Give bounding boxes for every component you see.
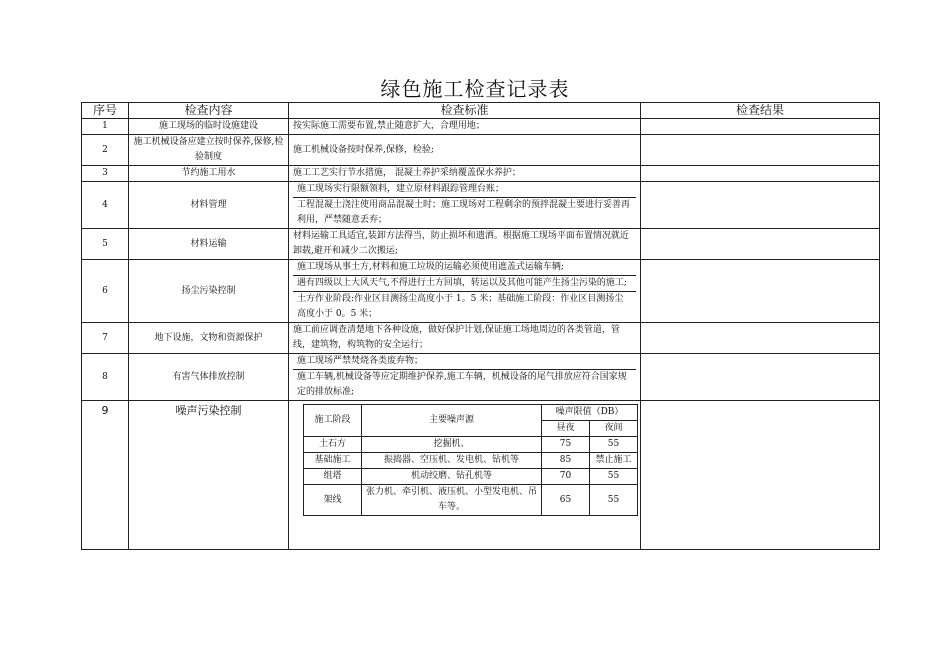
row-content: 地下设施，文物和资源保护 xyxy=(129,323,289,354)
row-standard: 施工前应调查清楚地下各种设施，做好保护计划,保证施工场地周边的各类管道，管线，建筑物，构筑物的安全运行； xyxy=(289,323,641,354)
noise-row xyxy=(304,469,638,485)
noise-source: 机动绞磨、钻孔机等 xyxy=(362,469,542,485)
row-standard xyxy=(289,354,641,401)
noise-night: 禁止施工 xyxy=(590,453,638,469)
table-row xyxy=(82,260,880,323)
standard-item: 施工现场严禁焚烧各类废弃物； xyxy=(297,356,424,366)
noise-day: 85 xyxy=(542,453,590,469)
noise-header-limit: 噪声限值（DB） xyxy=(542,405,638,421)
header-result: 检查结果 xyxy=(641,103,880,119)
standard-item: 土方作业阶段:作业区目测扬尘高度小于 1。5 米；基础施工阶段：作业区目测扬尘高度小于 0。5 米； xyxy=(293,291,636,322)
noise-night: 55 xyxy=(590,485,638,516)
row-no: 6 xyxy=(82,260,129,323)
row-result xyxy=(641,260,880,323)
noise-day: 65 xyxy=(542,485,590,516)
standard-item: 施工现场从事土方,材料和施工垃圾的运输必须使用遮盖式运输车辆; xyxy=(297,262,564,272)
row-result xyxy=(641,135,880,166)
row-no: 7 xyxy=(82,323,129,354)
noise-header-stage: 施工阶段 xyxy=(304,405,362,437)
noise-night: 55 xyxy=(590,437,638,453)
header-no: 序号 xyxy=(82,103,129,119)
noise-source: 振捣器、空压机、发电机、钻机等 xyxy=(362,453,542,469)
row-content: 扬尘污染控制 xyxy=(129,260,289,323)
standard-item: 遇有四级以上大风天气,不得进行土方回填，转运以及其他可能产生扬尘污染的施工; xyxy=(293,275,636,291)
row-no: 8 xyxy=(82,354,129,401)
noise-row xyxy=(304,453,638,469)
row-content: 节约施工用水 xyxy=(129,166,289,182)
table-row xyxy=(82,135,880,166)
row-result xyxy=(641,354,880,401)
row-content: 材料管理 xyxy=(129,182,289,229)
row-content: 材料运输 xyxy=(129,229,289,260)
table-row xyxy=(82,166,880,182)
standard-item: 工程混凝土浇注使用商品混凝土时；施工现场对工程剩余的预拌混凝土要进行妥善再利用，严禁随意丢弃； xyxy=(293,197,636,228)
row-standard: 按实际施工需要布置,禁止随意扩大，合理用地； xyxy=(289,119,641,135)
table-row xyxy=(82,119,880,135)
noise-night: 55 xyxy=(590,469,638,485)
row-result xyxy=(641,401,880,550)
row-result xyxy=(641,166,880,182)
noise-day: 75 xyxy=(542,437,590,453)
noise-header-night: 夜间 xyxy=(590,421,638,437)
row-content: 施工现场的临时设施建设 xyxy=(129,119,289,135)
row-result xyxy=(641,323,880,354)
noise-header-day: 昼夜 xyxy=(542,421,590,437)
row-standard: 材料运输工具适宜,装卸方法得当，防止损坏和遗洒。根据施工现场平面布置情况就近卸载,避开和减少二次搬运; xyxy=(289,229,641,260)
row-content: 施工机械设备应建立按时保养,保修,检验制度 xyxy=(129,135,289,166)
row-standard xyxy=(289,401,641,550)
table-row xyxy=(82,182,880,229)
row-result xyxy=(641,182,880,229)
inspection-table xyxy=(81,102,880,550)
noise-source: 挖掘机、 xyxy=(362,437,542,453)
row-standard xyxy=(289,260,641,323)
noise-day: 70 xyxy=(542,469,590,485)
standard-item: 施工现场实行限额领料，建立原材料跟踪管理台账； xyxy=(297,184,505,194)
row-standard xyxy=(289,182,641,229)
row-result xyxy=(641,119,880,135)
row-no: 5 xyxy=(82,229,129,260)
table-row xyxy=(82,229,880,260)
header-content: 检查内容 xyxy=(129,103,289,119)
row-standard: 施工工艺实行节水措施， 混凝土养护采纳覆盖保水养护； xyxy=(289,166,641,182)
noise-row xyxy=(304,437,638,453)
table-row xyxy=(82,401,880,550)
noise-limit-table xyxy=(303,404,638,516)
row-no: 9 xyxy=(82,401,129,550)
row-no: 1 xyxy=(82,119,129,135)
noise-stage: 基础施工 xyxy=(304,453,362,469)
page-title: 绿色施工检查记录表 xyxy=(380,77,570,101)
row-no: 4 xyxy=(82,182,129,229)
noise-header-source: 主要噪声源 xyxy=(362,405,542,437)
row-no: 2 xyxy=(82,135,129,166)
standard-item: 施工车辆,机械设备等应定期维护保养,施工车辆，机械设备的尾气排放应符合国家规定的排放标准; xyxy=(293,369,636,400)
noise-row xyxy=(304,485,638,516)
row-no: 3 xyxy=(82,166,129,182)
noise-stage: 架线 xyxy=(304,485,362,516)
row-result xyxy=(641,229,880,260)
noise-stage: 土石方 xyxy=(304,437,362,453)
header-standard: 检查标准 xyxy=(289,103,641,119)
row-content: 有害气体排放控制 xyxy=(129,354,289,401)
noise-source: 张力机、牵引机、液压机、小型发电机、吊车等。 xyxy=(362,485,542,516)
row-standard: 施工机械设备按时保养,保修，检验; xyxy=(289,135,641,166)
table-row xyxy=(82,354,880,401)
noise-stage: 组塔 xyxy=(304,469,362,485)
row-content: 噪声污染控制 xyxy=(129,401,289,550)
table-header-row xyxy=(82,103,880,119)
table-row xyxy=(82,323,880,354)
